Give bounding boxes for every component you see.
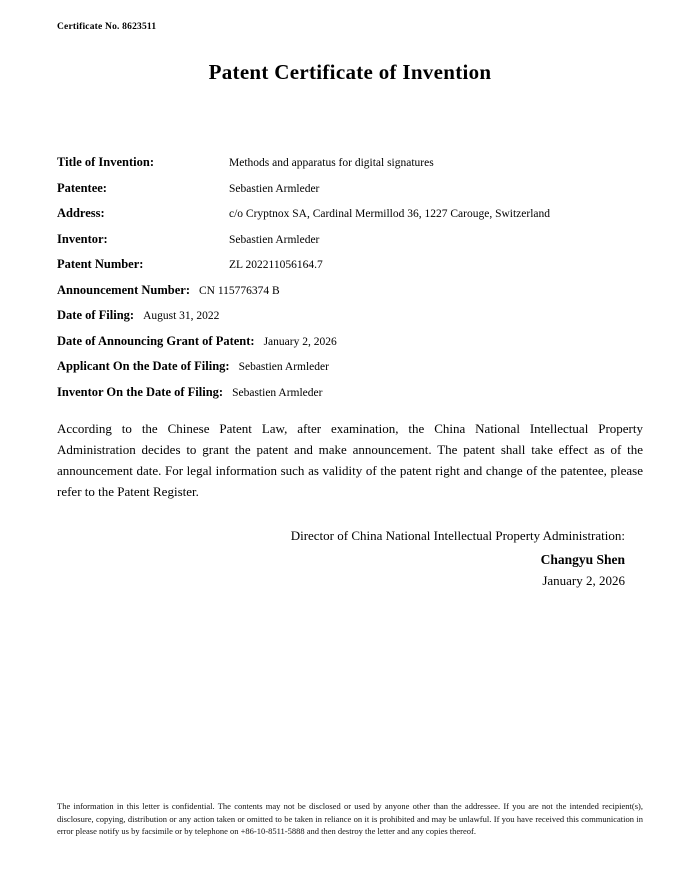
field-row [57,232,643,247]
field-label-applicant-on-filing: Applicant On the Date of Filing: [57,359,230,373]
field-label-title-of-invention: Title of Invention: [57,155,154,169]
field-row [57,181,643,196]
field-value-patent-number: ZL 202211056164.7 [229,259,323,271]
field-value-applicant-on-filing: Sebastien Armleder [238,361,329,373]
fields-primary-group [57,155,643,272]
field-label-date-of-filing: Date of Filing: [57,308,135,322]
certificate-number: Certificate No. 8623511 [57,22,157,32]
field-label-inventor: Inventor: [57,231,108,246]
field-row [57,334,643,349]
field-value-title-of-invention: Methods and apparatus for digital signatures [229,157,434,169]
field-row [57,257,643,272]
field-row [57,155,643,170]
page-title: Patent Certificate of Invention [208,60,492,84]
field-value-patentee: Sebastien Armleder [229,182,320,195]
field-value-date-of-grant: January 2, 2026 [263,335,337,348]
field-label-inventor-on-filing: Inventor On the Date of Filing: [57,384,224,399]
field-label-address: Address: [57,206,105,220]
certificate-fields [57,155,643,410]
field-row [57,308,643,323]
fields-secondary-group [57,283,643,400]
confidentiality-footer: The information in this letter is confidential. The contents may not be disclosed or used by anyone other than the addressee. If you are not the intended recipient(s), disclosure, copying, distribution or any action taken or omitted to be taken in reliance on it is prohibited and may be unlawful. If you have received this communication in error please notify us by facsimile or by telephone on +86-10-8511-5888 and then destroy the letter and any copies thereof. [57,801,643,837]
field-row [57,385,643,400]
field-label-patentee: Patentee: [57,180,107,195]
field-value-date-of-filing: August 31, 2022 [143,310,220,322]
field-label-date-of-grant: Date of Announcing Grant of Patent: [57,333,255,348]
field-value-inventor: Sebastien Armleder [229,233,320,246]
field-row [57,206,643,221]
signature-date: January 2, 2026 [542,573,625,588]
field-value-announcement-number: CN 115776374 B [198,284,280,297]
field-row [57,359,643,374]
director-name: Changyu Shen [540,552,625,567]
field-value-address: c/o Cryptnox SA, Cardinal Mermillod 36, 1227 Carouge, Switzerland [229,208,550,220]
field-label-announcement-number: Announcement Number: [57,282,190,297]
field-row [57,283,643,298]
director-title-line: Director of China National Intellectual Property Administration: [290,528,625,543]
signature-block [57,528,625,589]
field-value-inventor-on-filing: Sebastien Armleder [232,386,323,399]
body-paragraph: According to the Chinese Patent Law, after examination, the China National Intellectual Property Administration decides to grant the patent and make announcement. The patent shall take effect as of the announcement date. For legal information such as validity of the patent right and change of the patentee, please refer to the Patent Register. [57,421,643,500]
field-label-patent-number: Patent Number: [57,257,144,271]
